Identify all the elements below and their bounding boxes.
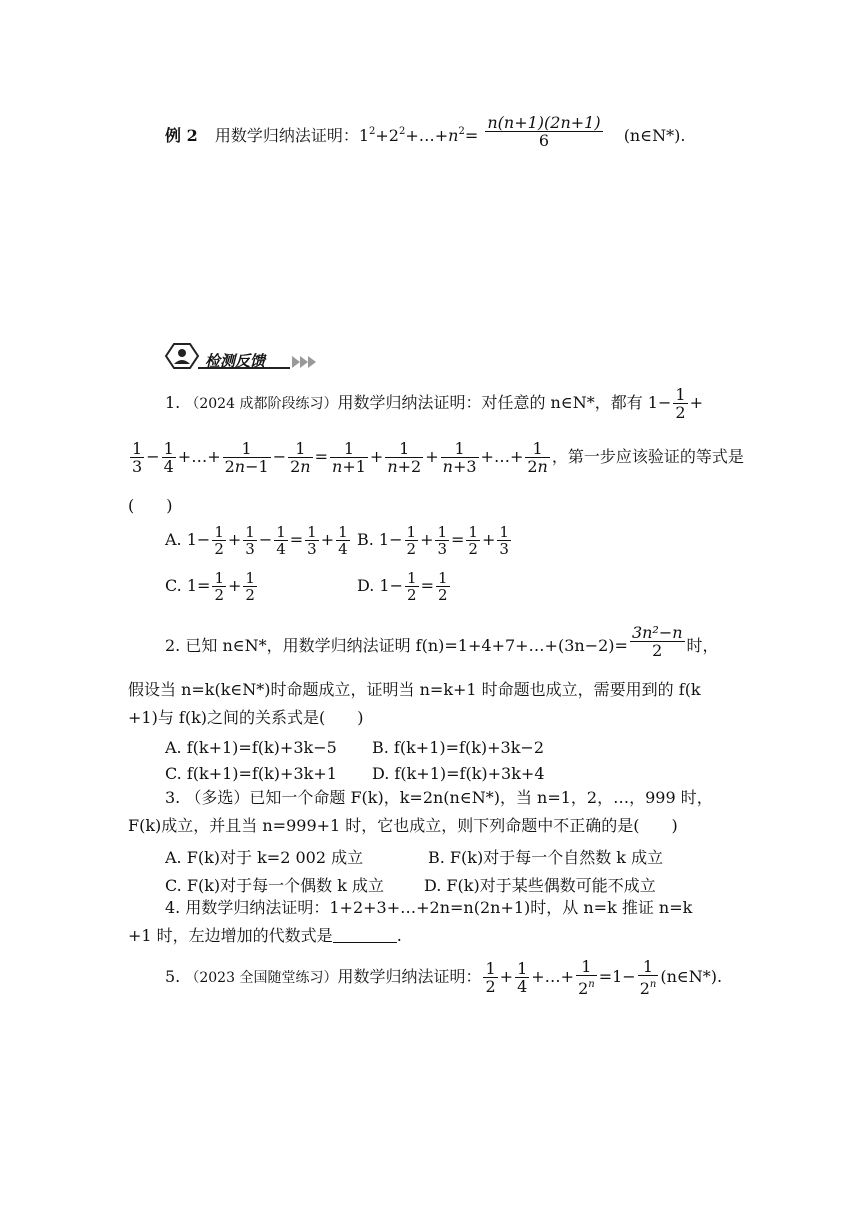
term: 1 <box>358 126 370 145</box>
q2-number: 2. <box>165 636 181 655</box>
q1-stem-tail: ，第一步应该验证的等式是 <box>551 447 744 466</box>
term: +…+ <box>405 126 449 145</box>
q4-line2 <box>128 928 402 944</box>
q5-domain: (n∈N*). <box>660 967 723 986</box>
q2-stem: 已知 n∈N*，用数学归纳法证明 f(n)=1+4+7+…+(3n−2)= <box>185 636 628 655</box>
fraction: $\frac{1}{2}$ <box>468 523 478 558</box>
q2-line3: +1)与 f(k)之间的关系式是( ) <box>128 708 364 727</box>
q5-source: （2023 全国随堂练习） <box>185 970 338 986</box>
fraction: $\frac{1}{3}$ <box>132 439 143 476</box>
exp: 2 <box>398 126 406 137</box>
q1-line1: 1. （2024 成都阶段练习）用数学归纳法证明：对任意的 n∈N*，都有 1− $\frac{1}{2}$ + <box>165 385 703 422</box>
fraction: $\frac{1}{2^n}$ <box>639 957 657 998</box>
fraction <box>485 114 602 149</box>
q4-stem: +1 时，左边增加的代数式是 <box>128 926 333 945</box>
fraction: $\frac{1}{3}$ <box>437 523 448 558</box>
q1-option-a[interactable]: A. 1− $\frac{1}{2}$ + $\frac{1}{3}$ − $\frac{1}{4}$ = $\frac{1}{3}$ + $\frac{1}{4}$ <box>165 523 348 558</box>
q1-source: （2024 成都阶段练习） <box>185 396 338 412</box>
example-text: 用数学归纳法证明： <box>214 126 359 145</box>
fraction: $\frac{1}{4}$ <box>276 523 286 558</box>
fraction: $\frac{1}{2}$ <box>437 569 448 604</box>
fraction: $\frac{1}{2}$ <box>407 569 417 604</box>
fraction <box>630 624 685 659</box>
exp: 2 <box>369 126 376 137</box>
term: +2 <box>375 126 399 145</box>
option-label: B. <box>357 530 374 549</box>
fraction: $\frac{1}{2}$ <box>406 523 417 558</box>
exp: 2 <box>458 126 465 137</box>
fraction: $\frac{1}{2n-1}$ <box>224 439 269 476</box>
q1-paren: ( ) <box>128 496 173 515</box>
fraction: $\frac{1}{2}$ <box>245 569 255 604</box>
q2-line1 <box>165 623 719 660</box>
q1-option-c[interactable]: C. 1= $\frac{1}{2}$ + $\frac{1}{2}$ <box>165 569 255 604</box>
numerator: 3n²−n <box>631 623 683 642</box>
q1-line2: $\frac{1}{3}$ − $\frac{1}{4}$ +…+ $\frac{1}{2n-1}$ − $\frac{1}{2n}$ = $\frac{1}{n+1}$ + $\frac{1}{n+2}$ + $\frac{1}{n+3}$ +…+ $\frac{1}{2n}$ ，第一步应该验证的等式是 <box>132 439 744 476</box>
fraction: $\frac{1}{2}$ <box>214 569 224 604</box>
fraction: $\frac{1}{n+3}$ <box>442 439 477 476</box>
option-label: A. <box>165 530 182 549</box>
denominator: 6 <box>538 131 550 150</box>
section-title: 检测反馈 <box>205 352 266 370</box>
q1-option-b[interactable]: B. 1− $\frac{1}{2}$ + $\frac{1}{3}$ = $\frac{1}{2}$ + $\frac{1}{3}$ <box>357 523 509 558</box>
fraction: $\frac{1}{2^n}$ <box>578 957 595 998</box>
q2-option-a[interactable]: A. f(k+1)=f(k)+3k−5 <box>165 738 337 757</box>
q3-option-a[interactable]: A. F(k)对于 k=2 002 成立 <box>165 848 364 867</box>
example-label: 例 2 <box>165 126 198 145</box>
q5-number: 5. <box>165 967 181 986</box>
q1-number: 1. <box>165 393 181 412</box>
fraction: $\frac{1}{n+2}$ <box>387 439 422 476</box>
q3-line1: 3. （多选）已知一个命题 F(k)，k=2n(n∈N*)，当 n=1，2，…，999 时， <box>165 788 713 807</box>
q1-option-d[interactable]: D. 1− $\frac{1}{2}$ = $\frac{1}{2}$ <box>357 569 448 604</box>
term: = <box>464 126 479 145</box>
fraction: $\frac{1}{4}$ <box>517 959 528 996</box>
fraction: $\frac{1}{4}$ <box>163 439 174 476</box>
q4-period: . <box>396 926 402 945</box>
fraction: $\frac{1}{2n}$ <box>527 439 548 476</box>
q2-option-d[interactable]: D. f(k+1)=f(k)+3k+4 <box>372 764 545 783</box>
q5-stem: 用数学归纳法证明： <box>337 967 482 986</box>
q3-line2: F(k)成立，并且当 n=999+1 时，它也成立，则下列命题中不正确的是( ) <box>128 816 678 835</box>
q4-line1: 4. 用数学归纳法证明：1+2+3+…+2n=n(2n+1)时，从 n=k 推证 n=k <box>165 898 693 917</box>
q2-option-c[interactable]: C. f(k+1)=f(k)+3k+1 <box>165 764 337 783</box>
option-label: C. <box>165 576 182 595</box>
fraction: $\frac{1}{2}$ <box>485 959 496 996</box>
example-2 <box>165 113 686 150</box>
domain-note: (n∈N*). <box>623 126 686 145</box>
q2-line2: 假设当 n=k(k∈N*)时命题成立，证明当 n=k+1 时命题也成立，需要用到的 f(k <box>128 680 701 699</box>
numerator: n(n+1)(2n+1) <box>487 113 601 132</box>
q1-stem: 用数学归纳法证明：对任意的 n∈N*，都有 1− <box>337 393 672 412</box>
fraction: $\frac{1}{n+1}$ <box>332 439 366 476</box>
answer-blank[interactable] <box>333 942 397 943</box>
fraction: $\frac{1}{3}$ <box>245 523 255 558</box>
fraction: $\frac{1}{3}$ <box>499 523 509 558</box>
fraction: $\frac{1}{2}$ <box>214 523 224 558</box>
option-label: D. <box>357 576 375 595</box>
term: n <box>448 126 459 145</box>
q5-line1: 5. （2023 全国随堂练习）用数学归纳法证明： $\frac{1}{2}$ + $\frac{1}{4}$ +…+ $\frac{1}{2^n}$ =1− $\frac{1}{2^n}$ (n∈N*). <box>165 957 723 998</box>
fraction: $\frac{1}{3}$ <box>307 523 317 558</box>
q2-option-b[interactable]: B. f(k+1)=f(k)+3k−2 <box>372 738 544 757</box>
denominator: 2 <box>652 641 663 660</box>
fraction: $\frac{1}{2}$ <box>675 385 686 422</box>
q2-stem-tail: 时， <box>686 636 719 655</box>
q3-option-b[interactable]: B. F(k)对于每一个自然数 k 成立 <box>428 848 664 867</box>
fraction: $\frac{1}{2n}$ <box>290 439 311 476</box>
fraction: $\frac{1}{4}$ <box>338 523 348 558</box>
q3-option-c[interactable]: C. F(k)对于每一个偶数 k 成立 <box>165 876 384 895</box>
q3-option-d[interactable]: D. F(k)对于某些偶数可能不成立 <box>424 876 656 895</box>
